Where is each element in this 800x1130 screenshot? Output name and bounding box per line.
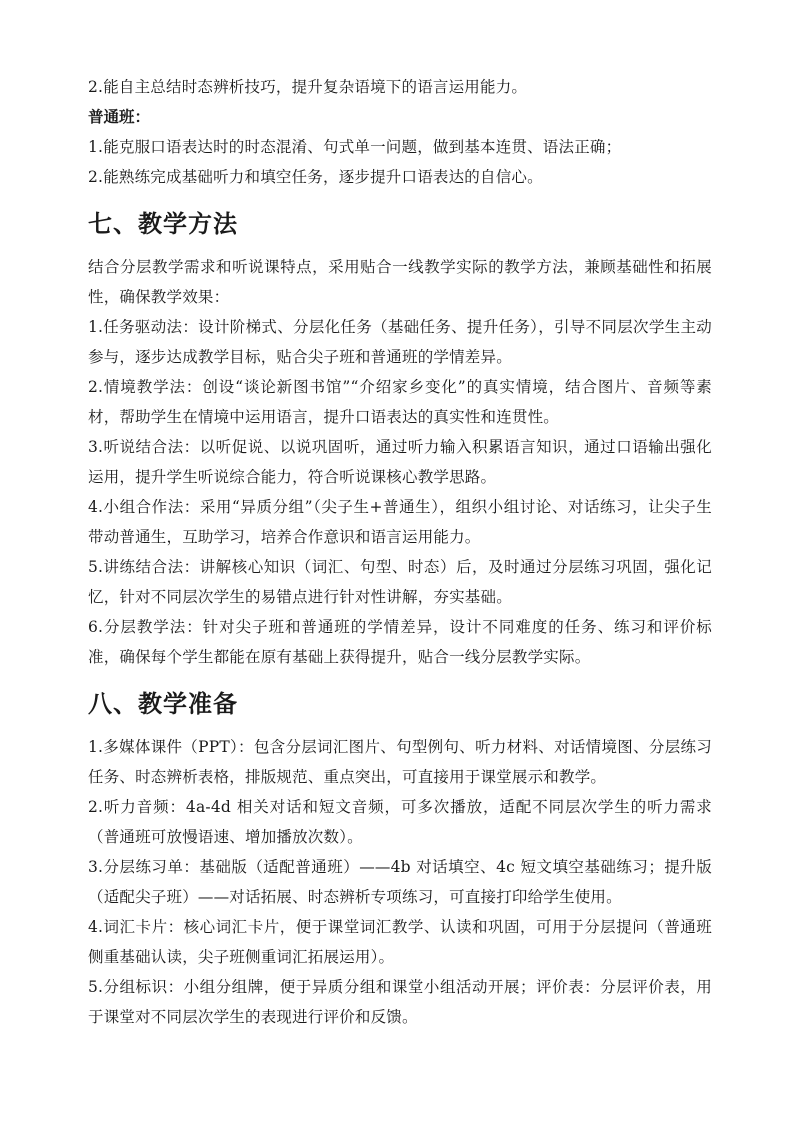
prep-multimedia: 1.多媒体课件（PPT）：包含分层词汇图片、句型例句、听力材料、对话情境图、分层练习任务、时态辨析表格，排版规范、重点突出，可直接用于课堂展示和教学。 (88, 738, 712, 786)
objective-regular-2: 2.能熟练完成基础听力和填空任务，逐步提升口语表达的自信心。 (88, 168, 543, 186)
method-situational: 2.情境教学法：创设“谈论新图书馆”“介绍家乡变化”的真实情境，结合图片、音频等素材，帮助学生在情境中运用语言，提升口语表达的真实性和连贯性。 (88, 378, 712, 426)
method-layered-teaching: 6.分层教学法：针对尖子班和普通班的学情差异，设计不同难度的任务、练习和评价标准，确保每个学生都能在原有基础上获得提升，贴合一线分层教学实际。 (88, 618, 712, 666)
objective-advanced-2: 2.能自主总结时态辨析技巧，提升复杂语境下的语言运用能力。 (88, 78, 528, 96)
method-task-driven: 1.任务驱动法：设计阶梯式、分层化任务（基础任务、提升任务），引导不同层次学生主动参与，逐步达成教学目标，贴合尖子班和普通班的学情差异。 (88, 318, 712, 366)
document-page (88, 72, 712, 1032)
prep-audio: 2.听力音频：4a-4d 相关对话和短文音频，可多次播放，适配不同层次学生的听力需求（普通班可放慢语速、增加播放次数）。 (88, 798, 712, 846)
methods-intro: 结合分层教学需求和听说课特点，采用贴合一线教学实际的教学方法，兼顾基础性和拓展性，确保教学效果： (88, 258, 712, 306)
section-teaching-preparation-title: 八、教学准备 (88, 690, 238, 718)
prep-vocab-cards: 4.词汇卡片：核心词汇卡片，便于课堂词汇教学、认读和巩固，可用于分层提问（普通班侧重基础认读，尖子班侧重词汇拓展运用）。 (88, 918, 712, 966)
section-teaching-methods-title: 七、教学方法 (88, 210, 238, 238)
method-lecture-practice: 5.讲练结合法：讲解核心知识（词汇、句型、时态）后，及时通过分层练习巩固，强化记忆，针对不同层次学生的易错点进行针对性讲解，夯实基础。 (88, 558, 712, 606)
method-listen-speak: 3.听说结合法：以听促说、以说巩固听，通过听力输入积累语言知识，通过口语输出强化运用，提升学生听说综合能力，符合听说课核心教学思路。 (88, 438, 712, 486)
method-group-cooperation: 4.小组合作法：采用“异质分组”（尖子生+普通生），组织小组讨论、对话练习，让尖子生带动普通生，互助学习，培养合作意识和语言运用能力。 (88, 498, 712, 546)
prep-group-markers: 5.分组标识：小组分组牌，便于异质分组和课堂小组活动开展；评价表：分层评价表，用于课堂对不同层次学生的表现进行评价和反馈。 (88, 978, 712, 1026)
prep-worksheets: 3.分层练习单：基础版（适配普通班）——4b 对话填空、4c 短文填空基础练习；提升版（适配尖子班）——对话拓展、时态辨析专项练习，可直接打印给学生使用。 (88, 858, 712, 906)
regular-class-label: 普通班： (88, 107, 151, 126)
objective-regular-1: 1.能克服口语表达时的时态混淆、句式单一问题，做到基本连贯、语法正确； (88, 138, 622, 156)
